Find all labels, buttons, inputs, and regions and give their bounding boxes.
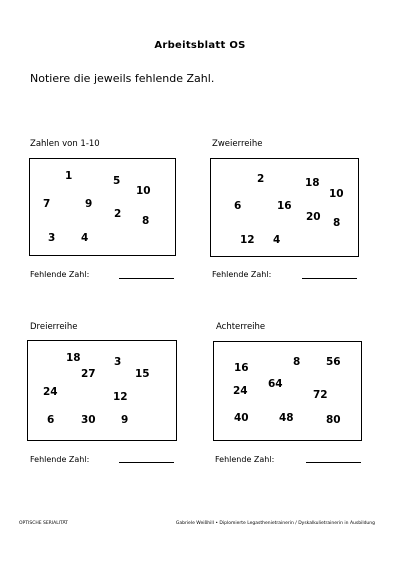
answer-label: Fehlende Zahl: <box>215 455 275 464</box>
number-box-zahlen <box>29 158 176 256</box>
number: 8 <box>333 217 341 229</box>
section-label-zahlen: Zahlen von 1-10 <box>30 139 100 149</box>
number: 2 <box>257 173 265 185</box>
number: 18 <box>66 352 81 364</box>
number: 1 <box>65 170 73 182</box>
number: 8 <box>142 215 150 227</box>
number: 27 <box>81 368 96 380</box>
number: 20 <box>306 211 321 223</box>
answer-line-zweierreihe[interactable] <box>302 278 357 279</box>
number: 18 <box>305 177 320 189</box>
worksheet-title: Arbeitsblatt OS <box>154 40 246 51</box>
footer-left: OPTISCHE SERIALITÄT <box>19 521 68 526</box>
number: 48 <box>279 412 294 424</box>
number: 6 <box>234 200 242 212</box>
number: 16 <box>234 362 249 374</box>
number: 15 <box>135 368 150 380</box>
number: 24 <box>233 385 248 397</box>
number: 2 <box>114 208 122 220</box>
number: 30 <box>81 414 96 426</box>
section-label-zweierreihe: Zweierreihe <box>212 139 263 149</box>
number: 4 <box>81 232 89 244</box>
footer-right: Gabriele Weißhill • Diplomierte Legasthenietrainerin / Dyskalkulietrainerin in Ausbildung <box>175 521 375 526</box>
number: 10 <box>329 188 344 200</box>
number-box-zweierreihe <box>210 158 359 257</box>
number-box-dreierreihe <box>27 340 177 441</box>
number-box-achterreihe <box>213 341 362 441</box>
answer-line-achterreihe[interactable] <box>306 462 361 463</box>
answer-label: Fehlende Zahl: <box>212 270 272 279</box>
number: 40 <box>234 412 249 424</box>
number: 3 <box>48 232 56 244</box>
answer-line-zahlen[interactable] <box>119 278 174 279</box>
answer-line-dreierreihe[interactable] <box>119 462 174 463</box>
number: 5 <box>113 175 121 187</box>
number: 72 <box>313 389 328 401</box>
instruction-text: Notiere die jeweils fehlende Zahl. <box>30 72 215 85</box>
number: 10 <box>136 185 151 197</box>
number: 12 <box>113 391 128 403</box>
number: 24 <box>43 386 58 398</box>
number: 7 <box>43 198 51 210</box>
number: 12 <box>240 234 255 246</box>
section-label-dreierreihe: Dreierreihe <box>30 322 78 332</box>
section-label-achterreihe: Achterreihe <box>216 322 266 332</box>
number: 9 <box>85 198 93 210</box>
number: 8 <box>293 356 301 368</box>
number: 6 <box>47 414 55 426</box>
answer-label: Fehlende Zahl: <box>30 270 90 279</box>
number: 64 <box>268 378 283 390</box>
number: 80 <box>326 414 341 426</box>
answer-label: Fehlende Zahl: <box>30 455 90 464</box>
number: 9 <box>121 414 129 426</box>
number: 4 <box>273 234 281 246</box>
number: 16 <box>277 200 292 212</box>
number: 3 <box>114 356 122 368</box>
number: 56 <box>326 356 341 368</box>
